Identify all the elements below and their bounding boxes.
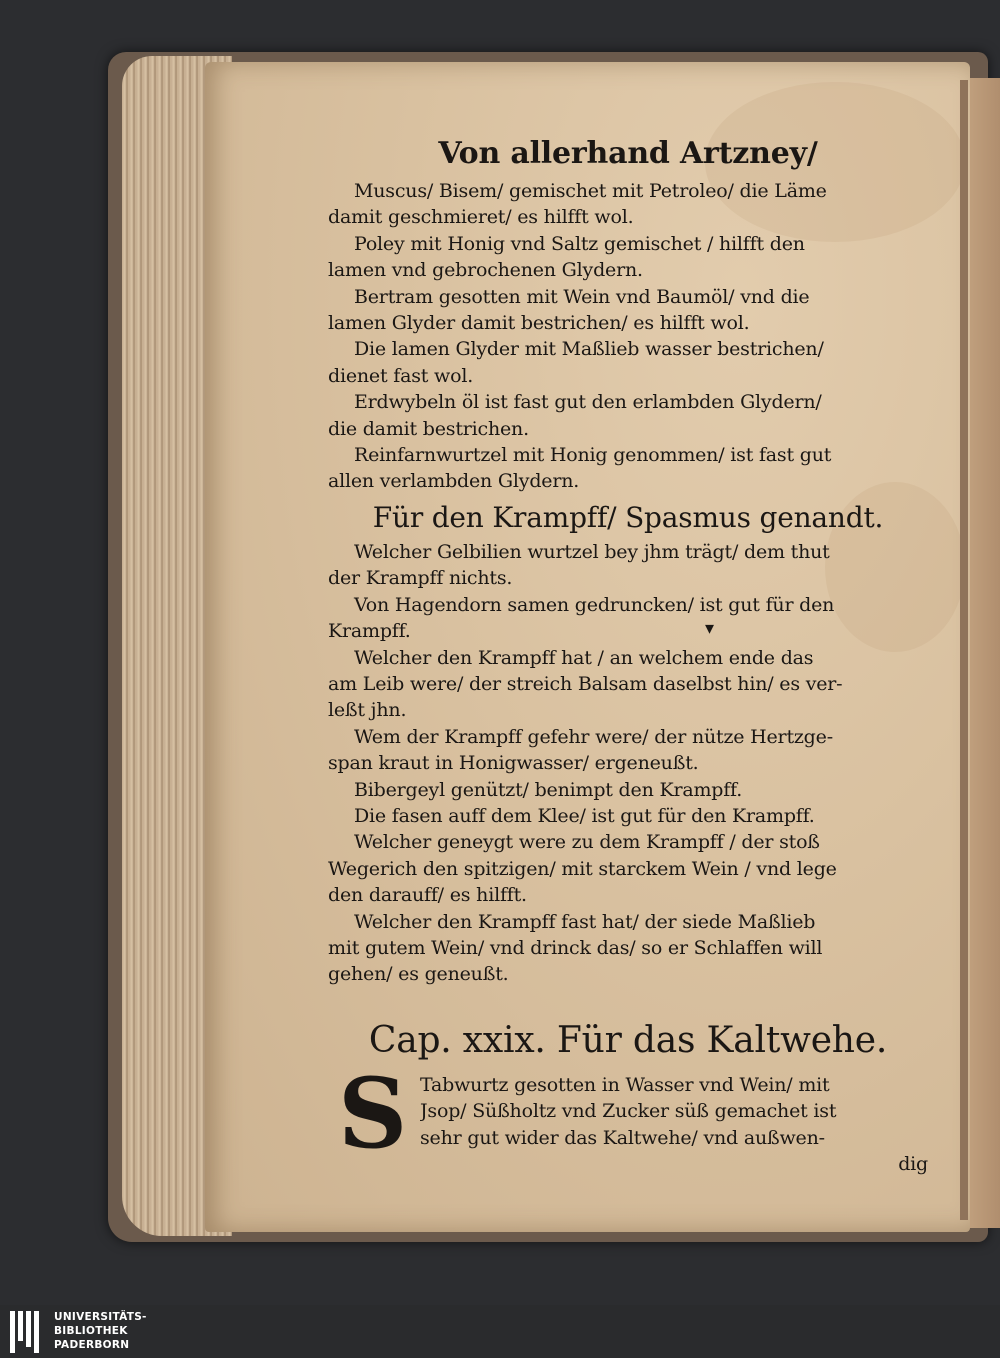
text-line: Welcher den Krampff hat / an welchem ende das — [354, 646, 814, 669]
text-line: Welcher den Krampff fast hat/ der siede Maßlieb — [354, 910, 816, 933]
text-line: leßt jhn. — [328, 699, 407, 722]
chapter-opening — [328, 1056, 928, 1178]
text-line: sehr gut wider das Kaltwehe/ vnd außwen- — [420, 1126, 825, 1149]
section-heading: Für den Krampff/ Spasmus genandt. — [372, 500, 884, 534]
text-line: damit geschmieret/ es hilfft wol. — [328, 206, 634, 229]
running-heading: Von allerhand Artzney/ — [438, 136, 818, 171]
text-line: Tabwurtz gesotten in Wasser vnd Wein/ mit — [420, 1073, 830, 1096]
chapter-heading: Cap. xxix. Für das Kaltwehe. — [368, 1019, 888, 1061]
book-gutter — [960, 80, 968, 1220]
text-line: allen verlambden Glydern. — [328, 470, 580, 493]
footer-bar — [0, 1305, 1000, 1358]
page-text — [328, 132, 928, 1177]
ink-mark: ▾ — [705, 618, 715, 639]
text-line: Bibergeyl genützt/ benimpt den Krampff. — [354, 778, 743, 801]
logo-line: PADERBORN — [54, 1339, 130, 1351]
text-line: Bertram gesotten mit Wein vnd Baumöl/ vnd die — [354, 285, 810, 308]
text-line: Krampff. — [328, 620, 411, 643]
paragraph-group-b — [328, 539, 928, 988]
text-line: Erdwybeln öl ist fast gut den erlambden Glydern/ — [354, 391, 822, 414]
text-line: der Krampff nichts. — [328, 567, 513, 590]
text-line: dienet fast wol. — [328, 364, 474, 387]
text-line: Von Hagendorn samen gedruncken/ ist gut für den — [354, 593, 835, 616]
text-line: Reinfarnwurtzel mit Honig genommen/ ist fast gut — [354, 444, 832, 467]
decorated-initial: S — [338, 1056, 408, 1170]
text-line: lamen Glyder damit bestrichen/ es hilfft wol. — [328, 312, 750, 335]
paragraph-group-a — [328, 178, 928, 495]
text-line: Poley mit Honig vnd Saltz gemischet / hilfft den — [354, 232, 805, 255]
chapter-text — [328, 1072, 928, 1151]
text-line: Wegerich den spitzigen/ mit starckem Wein / vnd lege — [328, 857, 837, 880]
text-line: Welcher Gelbilien wurtzel bey jhm trägt/ dem thut — [354, 540, 830, 563]
library-logo-text — [54, 1310, 147, 1352]
text-line: lamen vnd gebrochenen Glydern. — [328, 259, 643, 282]
library-logo-icon — [10, 1311, 48, 1353]
catchword: dig — [898, 1153, 928, 1175]
text-line: Wem der Krampff gefehr were/ der nütze Hertzge- — [354, 725, 833, 748]
text-line: gehen/ es geneußt. — [328, 963, 509, 986]
text-line: den darauff/ es hilfft. — [328, 884, 527, 907]
text-line: am Leib were/ der streich Balsam daselbst hin/ es ver- — [328, 672, 843, 695]
logo-line: UNIVERSITÄTS- — [54, 1311, 147, 1323]
text-line: die damit bestrichen. — [328, 417, 529, 440]
text-line: Jsop/ Süßholtz vnd Zucker süß gemachet ist — [420, 1100, 837, 1123]
text-line: span kraut in Honigwasser/ ergeneußt. — [328, 752, 699, 775]
text-line: mit gutem Wein/ vnd drinck das/ so er Schlaffen will — [328, 936, 823, 959]
text-line: Welcher geneygt were zu dem Krampff / der stoß — [354, 831, 820, 854]
text-line: Muscus/ Bisem/ gemischet mit Petroleo/ die Läme — [354, 180, 827, 202]
logo-line: BIBLIOTHEK — [54, 1325, 128, 1337]
text-line: Die fasen auff dem Klee/ ist gut für den Krampff. — [354, 804, 815, 827]
text-line: Die lamen Glyder mit Maßlieb wasser bestrichen/ — [354, 338, 824, 361]
